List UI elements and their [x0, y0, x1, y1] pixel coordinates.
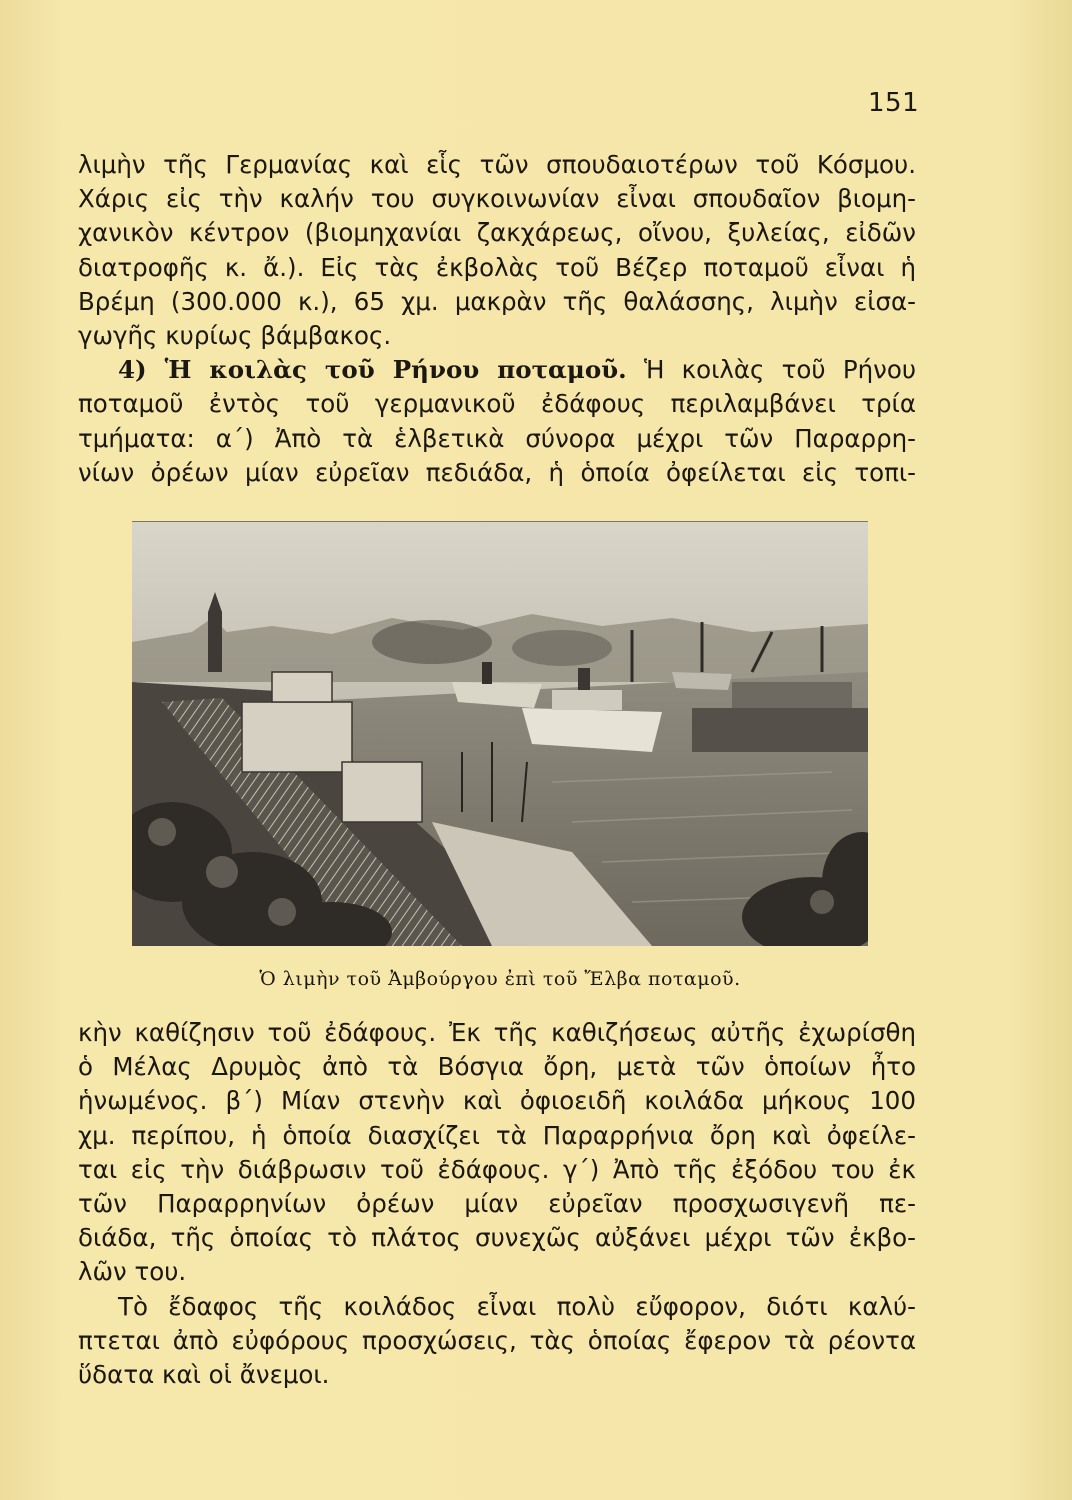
harbor-photo-illustration — [132, 522, 868, 946]
text-line: ὕδατα καὶ οἱ ἄνεμοι. — [78, 1359, 330, 1389]
harbor-photograph — [132, 521, 868, 946]
text-line: Βρέμη (300.000 κ.), 65 χμ. μακρὰν τῆς θαλάσσης, λιμὴν εἰσα- — [78, 286, 916, 316]
text-line: διατροφῆς κ. ἄ.). Εἰς τὰς ἐκβολὰς τοῦ Βέζερ ποταμοῦ εἶναι ἡ — [78, 252, 916, 282]
text-line: χανικὸν κέντρον (βιομηχανίαι ζακχάρεως, οἴνου, ξυλείας, εἰδῶν — [78, 218, 916, 248]
text-line: λῶν του. — [78, 1257, 187, 1287]
text-line: ποταμοῦ ἐντὸς τοῦ γερμανικοῦ ἐδάφους περιλαμβάνει τρία — [78, 389, 916, 419]
text-line: κὴν καθίζησιν τοῦ ἐδάφους. Ἐκ τῆς καθιζήσεως αὐτῆς ἐχωρίσθη — [78, 1018, 916, 1047]
text-line: νίων ὀρέων μίαν εὐρεῖαν πεδιάδα, ἡ ὁποία ὀφείλεται εἰς τοπι- — [78, 457, 916, 487]
text-line: λιμὴν τῆς Γερμανίας καὶ εἷς τῶν σπουδαιοτέρων τοῦ Κόσμου. — [78, 150, 916, 179]
figure-caption: Ὁ λιμὴν τοῦ Ἀμβούργου ἐπὶ τοῦ Ἔλβα ποταμοῦ. — [259, 968, 741, 990]
text-line: πτεται ἀπὸ εὐφόρους προσχώσεις, τὰς ὁποίας ἔφερον τὰ ρέοντα — [78, 1325, 916, 1355]
text-line: ται εἰς τὴν διάβρωσιν τοῦ ἐδάφους. γ΄) Ἀπὸ τῆς ἐξόδου του ἐκ — [78, 1154, 916, 1184]
text-line: Χάρις εἰς τὴν καλήν του συγκοινωνίαν εἶναι σπουδαῖον βιομη- — [78, 184, 916, 214]
text-line: τμήματα: α΄) Ἀπὸ τὰ ἑλβετικὰ σύνορα μέχρι τῶν Παραρρη- — [78, 423, 916, 453]
text-line: ἡνωμένος. β΄) Μίαν στενὴν καὶ ὀφιοειδῆ κοιλάδα μήκους 100 — [78, 1086, 916, 1116]
section-first-line — [78, 353, 916, 387]
text-line: διάδα, τῆς ὁποίας τὸ πλάτος συνεχῶς αὐξάνει μέχρι τῶν ἐκβο- — [78, 1223, 916, 1253]
section-first-line-text: Ἡ κοιλὰς τοῦ Ρήνου — [643, 355, 916, 385]
text-line: ὁ Μέλας Δρυμὸς ἀπὸ τὰ Βόσγια ὄρη, μετὰ τῶν ὁποίων ἦτο — [78, 1052, 916, 1082]
bottom-text-block — [78, 1016, 916, 1392]
top-text-block — [78, 148, 916, 490]
text-line: Τὸ ἔδαφος τῆς κοιλάδος εἶναι πολὺ εὔφορον, διότι καλύ- — [118, 1291, 916, 1321]
text-line: γωγῆς κυρίως βάμβακος. — [78, 320, 392, 350]
text-line: τῶν Παραρρηνίων ὀρέων μίαν εὐρεῖαν προσχωσιγενῆ πε- — [78, 1188, 916, 1218]
text-line: χμ. περίπου, ἡ ὁποία διασχίζει τὰ Παραρρήνια ὄρη καὶ ὀφείλε- — [78, 1120, 916, 1150]
page-number: 151 — [868, 88, 920, 118]
section-heading: 4) Ἡ κοιλὰς τοῦ Ρήνου ποταμοῦ. — [118, 355, 627, 385]
